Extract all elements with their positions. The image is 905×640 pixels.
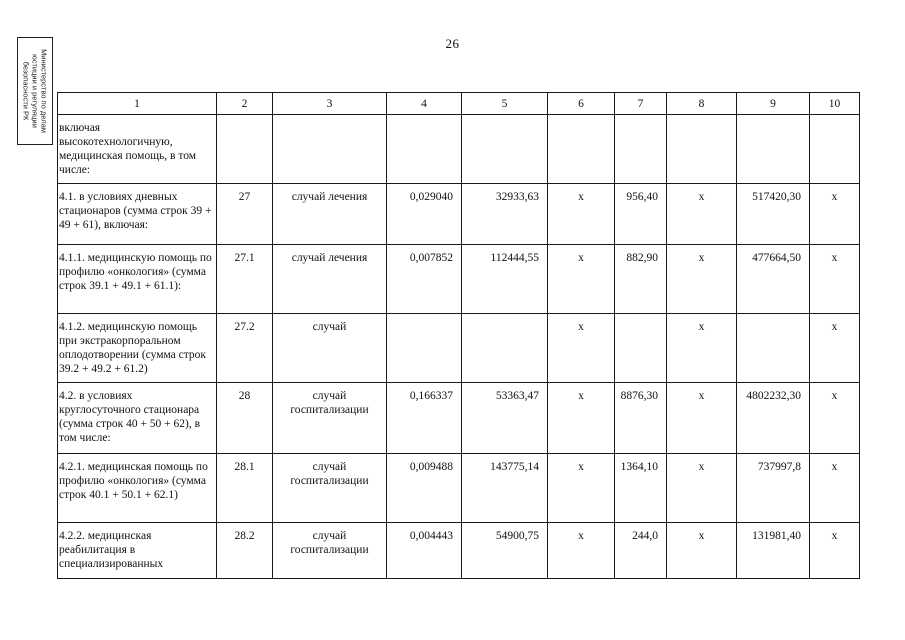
row-col10: х: [810, 454, 860, 523]
table-row: [58, 383, 860, 454]
column-header-2: 2: [217, 93, 273, 115]
row-col6: х: [548, 454, 615, 523]
row-col5: 53363,47: [462, 383, 548, 454]
row-col8: х: [667, 245, 737, 314]
row-col8: х: [667, 184, 737, 245]
row-col9: 4802232,30: [737, 383, 810, 454]
row-col6: х: [548, 523, 615, 579]
row-name: 4.2.2. медицинская реабилитация в специализированных: [58, 523, 217, 579]
row-name: 4.2. в условиях круглосуточного стационара (сумма строк 40 + 50 + 62), в том числе:: [58, 383, 217, 454]
row-col9: [737, 314, 810, 383]
table-row: [58, 184, 860, 245]
row-col10: [810, 115, 860, 184]
page-number: 26: [445, 36, 460, 51]
row-code: 28.2: [217, 523, 273, 579]
table-row: [58, 115, 860, 184]
row-name: 4.2.1. медицинская помощь по профилю «онкология» (сумма строк 40.1 + 50.1 + 62.1): [58, 454, 217, 523]
row-col4: [387, 115, 462, 184]
row-col10: х: [810, 314, 860, 383]
row-col9: 517420,30: [737, 184, 810, 245]
row-name: 4.1.1. медицинскую помощь по профилю «онкология» (сумма строк 39.1 + 49.1 + 61.1):: [58, 245, 217, 314]
row-col5: 32933,63: [462, 184, 548, 245]
row-col9: 737997,8: [737, 454, 810, 523]
row-col10: х: [810, 245, 860, 314]
row-code: 27.2: [217, 314, 273, 383]
data-table: [57, 92, 860, 579]
row-code: 28.1: [217, 454, 273, 523]
table-row: [58, 454, 860, 523]
column-header-8: 8: [667, 93, 737, 115]
row-unit: случай лечения: [273, 245, 387, 314]
row-col8: х: [667, 383, 737, 454]
row-unit: случай госпитализации: [273, 454, 387, 523]
row-col4: [387, 314, 462, 383]
row-col5: 143775,14: [462, 454, 548, 523]
row-col10: х: [810, 383, 860, 454]
column-header-5: 5: [462, 93, 548, 115]
row-col8: х: [667, 523, 737, 579]
row-col5: [462, 314, 548, 383]
row-code: 28: [217, 383, 273, 454]
column-header-4: 4: [387, 93, 462, 115]
stamp-text: Министерство по делам юстиции и регуляции безопасности РК: [21, 49, 49, 133]
column-header-3: 3: [273, 93, 387, 115]
row-col6: х: [548, 184, 615, 245]
row-col4: 0,166337: [387, 383, 462, 454]
row-unit: случай госпитализации: [273, 383, 387, 454]
column-header-10: 10: [810, 93, 860, 115]
column-header-6: 6: [548, 93, 615, 115]
row-col7: [615, 314, 667, 383]
row-col7: 956,40: [615, 184, 667, 245]
row-col4: 0,007852: [387, 245, 462, 314]
row-unit: случай госпитализации: [273, 523, 387, 579]
row-name: включая высокотехнологичную, медицинская помощь, в том числе:: [58, 115, 217, 184]
row-name: 4.1. в условиях дневных стационаров (сумма строк 39 + 49 + 61), включая:: [58, 184, 217, 245]
row-col6: х: [548, 314, 615, 383]
row-col6: х: [548, 245, 615, 314]
row-col9: 131981,40: [737, 523, 810, 579]
column-header-1: 1: [58, 93, 217, 115]
row-code: 27: [217, 184, 273, 245]
row-col10: х: [810, 523, 860, 579]
registration-stamp: [17, 37, 53, 145]
row-col7: 244,0: [615, 523, 667, 579]
row-name: 4.1.2. медицинскую помощь при экстракорпоральном оплодотворении (сумма строк 39.2 + 49.2 + 61.2): [58, 314, 217, 383]
table-row: [58, 245, 860, 314]
row-col8: х: [667, 454, 737, 523]
row-unit: случай: [273, 314, 387, 383]
header-row: [58, 93, 860, 115]
row-unit: [273, 115, 387, 184]
column-header-7: 7: [615, 93, 667, 115]
table-row: [58, 523, 860, 579]
row-col7: 1364,10: [615, 454, 667, 523]
row-col7: [615, 115, 667, 184]
row-col5: 54900,75: [462, 523, 548, 579]
row-col6: [548, 115, 615, 184]
row-code: 27.1: [217, 245, 273, 314]
row-code: [217, 115, 273, 184]
row-col8: х: [667, 314, 737, 383]
row-col7: 882,90: [615, 245, 667, 314]
row-col7: 8876,30: [615, 383, 667, 454]
column-header-9: 9: [737, 93, 810, 115]
row-col4: 0,009488: [387, 454, 462, 523]
row-col9: [737, 115, 810, 184]
row-col9: 477664,50: [737, 245, 810, 314]
row-unit: случай лечения: [273, 184, 387, 245]
row-col10: х: [810, 184, 860, 245]
row-col8: [667, 115, 737, 184]
row-col5: [462, 115, 548, 184]
row-col4: 0,004443: [387, 523, 462, 579]
row-col5: 112444,55: [462, 245, 548, 314]
table-row: [58, 314, 860, 383]
row-col6: х: [548, 383, 615, 454]
row-col4: 0,029040: [387, 184, 462, 245]
